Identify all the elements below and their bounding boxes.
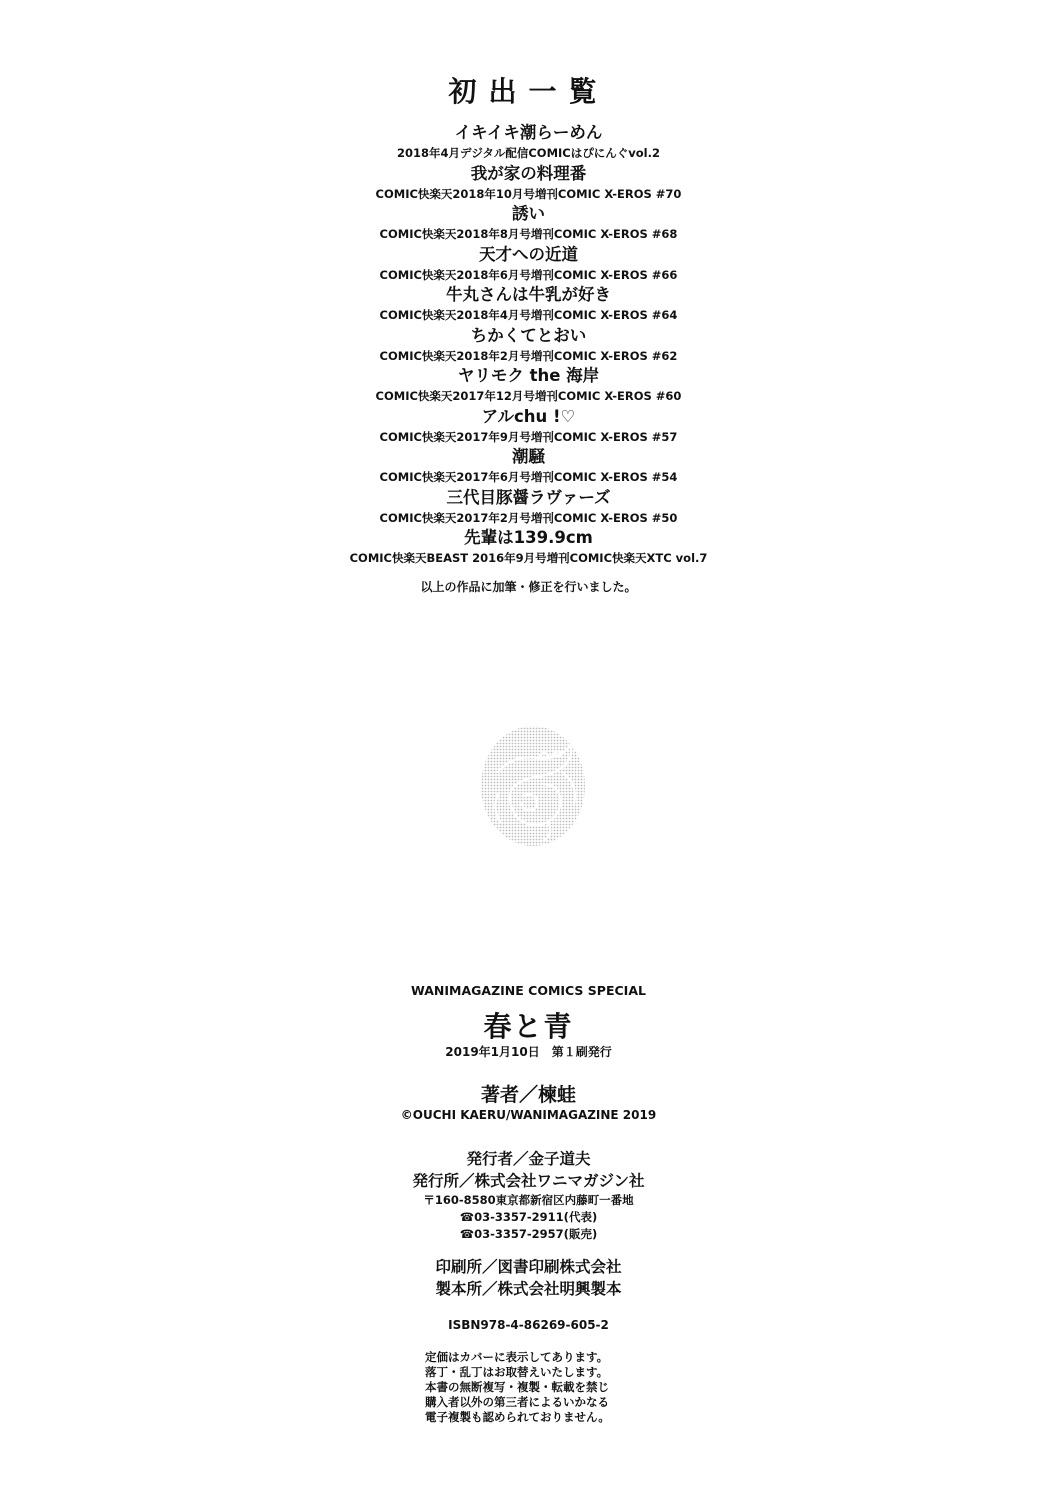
work-item (0, 406, 1057, 447)
work-source: COMIC快楽天2018年6月号増刊COMIC X-EROS #66 (379, 267, 678, 282)
work-item (0, 487, 1057, 528)
work-title: 先輩は139.9cm (464, 528, 593, 547)
work-source: COMIC快楽天2017年12月号増刊COMIC X-EROS #60 (375, 389, 682, 403)
printer-name: 印刷所／図書印刷株式会社 (435, 1258, 622, 1276)
work-title: ヤリモク the 海岸 (457, 366, 600, 385)
work-title: アルchu !♡ (481, 406, 576, 426)
work-source: COMIC快楽天2018年2月号増刊COMIC X-EROS #62 (379, 348, 678, 363)
work-title: 潮騒 (512, 447, 545, 466)
work-title: 牛丸さんは牛乳が好き (446, 285, 611, 304)
work-source: COMIC快楽天2017年6月号増刊COMIC X-EROS #54 (379, 470, 678, 484)
work-item (0, 122, 1057, 163)
work-item (0, 365, 1057, 406)
publisher-address: 〒160-8580東京都新宿区内藤町一番地 (423, 1193, 634, 1207)
notice-block (425, 1350, 665, 1425)
revision-note: 以上の作品に加筆・修正を行いました。 (420, 580, 637, 594)
phone-sales: ☎03-3357-2957(販売) (459, 1227, 598, 1241)
phone-main: ☎03-3357-2911(代表) (459, 1210, 598, 1224)
work-title: イキイキ潮らーめん (454, 123, 603, 142)
notice-line: 購入者以外の第三者によるいかなる (425, 1395, 609, 1409)
work-item (0, 325, 1057, 366)
publisher-block (0, 1148, 1057, 1243)
work-title: 天才への近道 (479, 244, 578, 264)
work-title: 三代目豚醤ラヴァーズ (446, 487, 611, 507)
work-source: COMIC快楽天BEAST 2016年9月号増刊COMIC快楽天XTC vol.7 (349, 551, 708, 565)
work-source: COMIC快楽天2017年2月号増刊COMIC X-EROS #50 (379, 510, 678, 525)
work-item (0, 284, 1057, 325)
publisher-name: 発行者／金子道夫 (466, 1150, 591, 1168)
isbn: ISBN978-4-86269-605-2 (448, 1318, 609, 1332)
publishing-house: 発行所／株式会社ワニマガジン社 (412, 1172, 645, 1190)
notice-line: 落丁・乱丁はお取替えいたします。 (425, 1365, 609, 1379)
crocodile-emblem-icon (478, 724, 588, 848)
work-item (0, 527, 1057, 568)
book-title: 春と青 (483, 1010, 574, 1043)
work-title: ちかくてとおい (470, 325, 587, 345)
series-name: WANIMAGAZINE COMICS SPECIAL (411, 983, 646, 998)
work-title: 誘い (512, 204, 545, 223)
binder-name: 製本所／株式会社明興製本 (435, 1280, 622, 1298)
work-item (0, 163, 1057, 204)
work-source: COMIC快楽天2018年10月号増刊COMIC X-EROS #70 (375, 186, 682, 201)
notice-line: 本書の無断複写・複製・転載を禁じ (425, 1380, 609, 1394)
work-item (0, 244, 1057, 285)
first-appearance-heading: 初出一覧 (448, 75, 609, 108)
work-item (0, 446, 1057, 487)
copyright-line: ©OUCHI KAERU/WANIMAGAZINE 2019 (400, 1108, 657, 1122)
work-source: 2018年4月デジタル配信COMICはぴにんぐvol.2 (397, 146, 660, 160)
issue-date: 2019年1月10日 第１刷発行 (445, 1045, 612, 1059)
printer-block (0, 1256, 1057, 1300)
work-source: COMIC快楽天2018年8月号増刊COMIC X-EROS #68 (379, 227, 678, 241)
work-title: 我が家の料理番 (470, 163, 587, 183)
notice-line: 定価はカバーに表示してあります。 (425, 1350, 609, 1364)
work-source: COMIC快楽天2017年9月号増刊COMIC X-EROS #57 (379, 429, 678, 444)
work-item (0, 203, 1057, 244)
works-list (0, 122, 1057, 568)
notice-line: 電子複製も認められておりません。 (425, 1410, 610, 1424)
work-source: COMIC快楽天2018年4月号増刊COMIC X-EROS #64 (379, 308, 678, 322)
author-credit: 著者／楝蛙 (480, 1084, 576, 1106)
